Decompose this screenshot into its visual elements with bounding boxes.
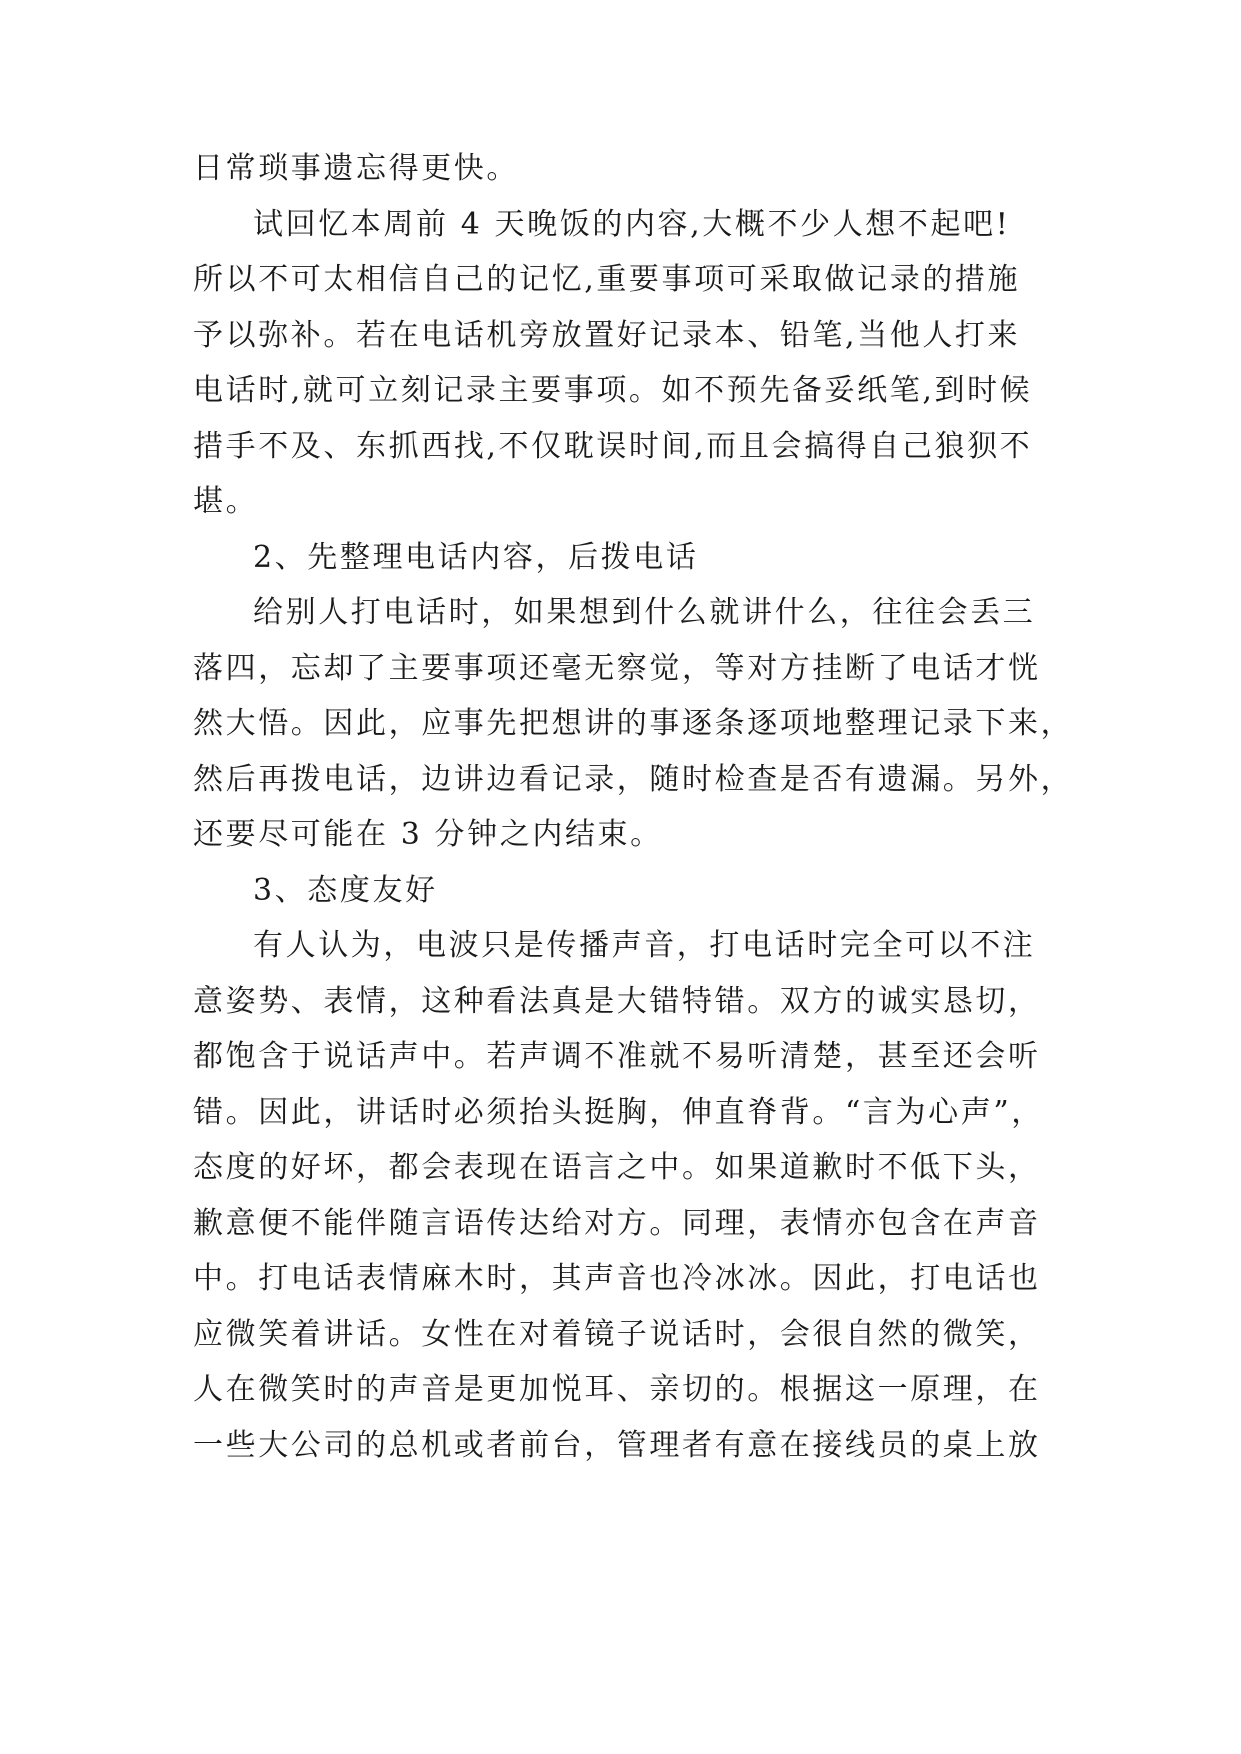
text-line: 人在微笑时的声音是更加悦耳、亲切的。根据这一原理，在 bbox=[193, 1372, 1041, 1407]
text-line: 歉意便不能伴随言语传达给对方。同理，表情亦包含在声音 bbox=[193, 1206, 1041, 1241]
section-heading: 3、态度友好 bbox=[253, 873, 438, 908]
text-line: 然后再拨电话，边讲边看记录，随时检查是否有遗漏。另外， bbox=[193, 762, 1074, 797]
text-line: 措手不及、东抓西找,不仅耽误时间,而且会搞得自己狼狈不 bbox=[193, 429, 1033, 464]
text-line: 都饱含于说话声中。若声调不准就不易听清楚，甚至还会听 bbox=[193, 1039, 1041, 1074]
text-line: 然大悟。因此，应事先把想讲的事逐条逐项地整理记录下来， bbox=[193, 706, 1074, 741]
text-line: 错。因此，讲话时必须抬头挺胸，伸直脊背。“言为心声”， bbox=[193, 1095, 1044, 1130]
text-line: 堪。 bbox=[193, 484, 259, 519]
text-line: 予以弥补。若在电话机旁放置好记录本、铅笔,当他人打来 bbox=[193, 318, 1021, 353]
text-line: 应微笑着讲话。女性在对着镜子说话时，会很自然的微笑， bbox=[193, 1317, 1041, 1352]
text-line: 态度的好坏，都会表现在语言之中。如果道歉时不低下头， bbox=[193, 1150, 1041, 1185]
text-line: 所以不可太相信自己的记忆,重要事项可采取做记录的措施 bbox=[193, 262, 1021, 297]
text-line: 还要尽可能在 3 分钟之内结束。 bbox=[193, 817, 663, 852]
text-line: 试回忆本周前 4 天晚饭的内容,大概不少人想不起吧! bbox=[253, 207, 1011, 242]
text-line: 日常琐事遗忘得更快。 bbox=[193, 151, 519, 186]
text-line: 中。打电话表情麻木时，其声音也冷冰冰。因此，打电话也 bbox=[193, 1261, 1041, 1296]
text-line: 给别人打电话时，如果想到什么就讲什么，往往会丢三 bbox=[253, 595, 1036, 630]
text-line: 有人认为，电波只是传播声音，打电话时完全可以不注 bbox=[253, 928, 1036, 963]
text-line: 意姿势、表情，这种看法真是大错特错。双方的诚实恳切， bbox=[193, 984, 1041, 1019]
text-line: 落四，忘却了主要事项还毫无察觉，等对方挂断了电话才恍 bbox=[193, 651, 1041, 686]
text-line: 电话时,就可立刻记录主要事项。如不预先备妥纸笔,到时候 bbox=[193, 373, 1033, 408]
text-line: 一些大公司的总机或者前台，管理者有意在接线员的桌上放 bbox=[193, 1428, 1041, 1463]
section-heading: 2、先整理电话内容，后拨电话 bbox=[253, 540, 699, 575]
